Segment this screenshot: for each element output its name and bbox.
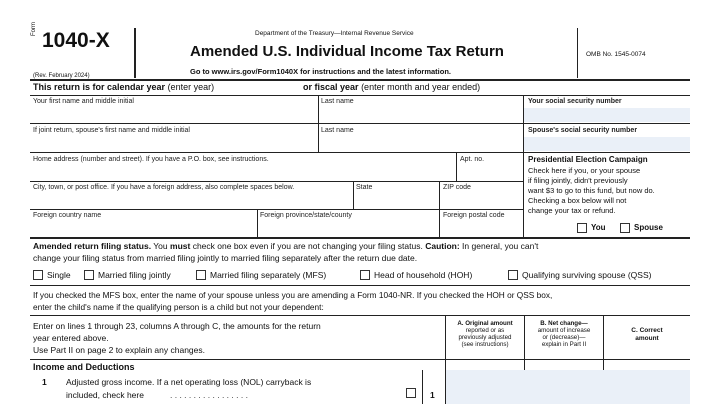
grid-rule-5 <box>30 237 690 239</box>
form-revision: (Rev. February 2024) <box>33 73 90 79</box>
calendar-line-rule <box>30 95 690 96</box>
line-1-box-rule <box>422 370 423 404</box>
state-field[interactable]: State <box>356 184 373 191</box>
nol-carryback-checkbox[interactable] <box>406 388 416 398</box>
instructions-line-3: Use Part II on page 2 to explain any changes. <box>33 345 206 355</box>
instructions-line-1: Enter on lines 1 through 23, columns A through C, the amounts for the return <box>33 321 321 331</box>
campaign-you-label: You <box>591 223 606 232</box>
campaign-line-1: Check here if you, or your spouse <box>528 166 641 175</box>
campaign-line-4: Checking a box below will not <box>528 196 627 205</box>
fiscal-year-bold: or fiscal year <box>303 82 359 92</box>
campaign-line-2: if filing jointly, didn't previously <box>528 176 628 185</box>
foreign-country-field[interactable]: Foreign country name <box>33 212 102 219</box>
column-a-title: A. Original amount <box>457 320 513 327</box>
filing-status-bold: Amended return filing status. <box>33 241 152 251</box>
filing-status-must: must <box>170 241 191 251</box>
column-b-title: B. Net change— <box>540 320 588 327</box>
line-1-number: 1 <box>42 377 47 387</box>
grid-col-last-name <box>318 95 319 152</box>
status-hoh-label: Head of household (HOH) <box>374 270 473 280</box>
spouse-first-name-field[interactable]: If joint return, spouse's first name and middle initial <box>33 127 190 134</box>
campaign-line-5: change your tax or refund. <box>528 206 616 215</box>
column-b-sub-2: or (decrease)— <box>542 334 586 341</box>
ssn-field[interactable]: Your social security number <box>528 98 622 105</box>
grid-col-state <box>353 181 354 209</box>
spouse-last-name-field[interactable]: Last name <box>321 127 354 134</box>
ssn-entry-box[interactable] <box>524 108 690 122</box>
income-section-heading: Income and Deductions <box>33 362 135 372</box>
status-single-label: Single <box>47 270 71 280</box>
foreign-province-field[interactable]: Foreign province/state/county <box>260 212 352 219</box>
grid-rule-1 <box>30 123 690 124</box>
city-field[interactable]: City, town, or post office. If you have a foreign address, also complete spaces below. <box>33 184 295 191</box>
home-address-field[interactable]: Home address (number and street). If you have a P.O. box, see instructions. <box>33 156 269 163</box>
filing-status-rule <box>30 285 690 286</box>
instructions-link[interactable]: Go to www.irs.gov/Form1040X for instructions and the latest information. <box>190 67 452 76</box>
filing-status-caution-text: In general, you can't <box>462 241 539 251</box>
grid-col-apt <box>456 152 457 181</box>
filing-status-heading <box>33 242 538 251</box>
line-1-text-2: included, check here <box>66 390 144 400</box>
column-a-sub-1: reported or as <box>465 327 505 334</box>
spouse-ssn-field[interactable]: Spouse's social security number <box>528 127 638 134</box>
filing-status-you: You <box>153 241 168 251</box>
omb-number: OMB No. 1545-0074 <box>586 51 646 58</box>
calendar-year-bold: This return is for calendar year <box>33 82 166 92</box>
fiscal-year-hint: (enter month and year ended) <box>361 82 481 92</box>
campaign-title: Presidential Election Campaign <box>528 155 648 164</box>
column-b-header <box>525 320 603 348</box>
status-qss-checkbox[interactable] <box>508 270 518 280</box>
filing-status-caution: Caution: <box>425 241 460 251</box>
column-b-sub-1: amount of increase <box>537 327 591 334</box>
grid-rule-2 <box>30 152 690 153</box>
zip-code-field[interactable]: ZIP code <box>443 184 471 191</box>
department-line: Department of the Treasury—Internal Revenue Service <box>255 30 414 37</box>
spouse-name-rule <box>30 315 690 316</box>
column-a-sub-2: previously adjusted <box>458 334 512 341</box>
header-bottom-rule <box>30 79 690 81</box>
grid-rule-3 <box>30 181 524 182</box>
status-mfs-label: Married filing separately (MFS) <box>210 270 327 280</box>
column-c-sub: amount <box>635 335 659 342</box>
status-mfj-label: Married filing jointly <box>98 270 171 280</box>
calendar-year-line <box>33 83 214 92</box>
campaign-line-3: want $3 to go to this fund, but now do. <box>528 186 655 195</box>
instructions-line-2: year entered above. <box>33 333 109 343</box>
foreign-postal-code-field[interactable]: Foreign postal code <box>443 212 505 219</box>
grid-col-zip <box>439 181 440 237</box>
filing-status-line-2: change your filing status from married filing jointly to married filing separately after the return due date. <box>33 253 418 263</box>
form-label: Form <box>31 22 37 36</box>
status-single-checkbox[interactable] <box>33 270 43 280</box>
column-c-title: C. Correct <box>631 327 663 334</box>
fiscal-year-line <box>303 83 480 92</box>
column-a-header <box>446 320 524 348</box>
campaign-you-checkbox[interactable] <box>577 223 587 233</box>
grid-col-province <box>257 209 258 237</box>
status-qss-label: Qualifying surviving spouse (QSS) <box>522 270 652 280</box>
column-b-sub-3: explain in Part II <box>541 341 587 348</box>
header-divider-right <box>577 28 578 78</box>
status-mfj-checkbox[interactable] <box>84 270 94 280</box>
apt-number-field[interactable]: Apt. no. <box>460 156 485 163</box>
spouse-ssn-entry-box[interactable] <box>524 137 690 151</box>
campaign-spouse-checkbox[interactable] <box>620 223 630 233</box>
status-mfs-checkbox[interactable] <box>196 270 206 280</box>
form-title: Amended U.S. Individual Income Tax Return <box>190 43 504 60</box>
line-1-text: Adjusted gross income. If a net operating loss (NOL) carryback is <box>66 377 312 387</box>
last-name-field[interactable]: Last name <box>321 98 354 105</box>
grid-col-right-panel <box>523 95 524 237</box>
income-header-rule <box>30 359 690 360</box>
grid-rule-4 <box>30 209 524 210</box>
mfs-instruction-line-2: enter the child's name if the qualifying person is a child but not your dependent: <box>33 302 324 312</box>
form-number: 1040-X <box>42 29 110 52</box>
status-hoh-checkbox[interactable] <box>360 270 370 280</box>
header-divider-left <box>134 28 136 78</box>
line-1-leader-dots: . . . . . . . . . . . . . . . . . <box>170 390 248 400</box>
first-name-field[interactable]: Your first name and middle initial <box>33 98 134 105</box>
campaign-spouse-label: Spouse <box>634 223 663 232</box>
column-a-sub-3: (see instructions) <box>461 341 509 348</box>
column-c-header <box>604 327 690 343</box>
line-1-entry-shading[interactable] <box>446 370 690 404</box>
calendar-year-hint: (enter year) <box>167 82 215 92</box>
filing-status-text: check one box even if you are not changing your filing status. <box>192 241 423 251</box>
line-1-box-number: 1 <box>430 390 435 400</box>
mfs-instruction-line-1: If you checked the MFS box, enter the name of your spouse unless you are amending a Form 1040-NR. If you checked the HOH or QSS box, <box>33 290 553 300</box>
